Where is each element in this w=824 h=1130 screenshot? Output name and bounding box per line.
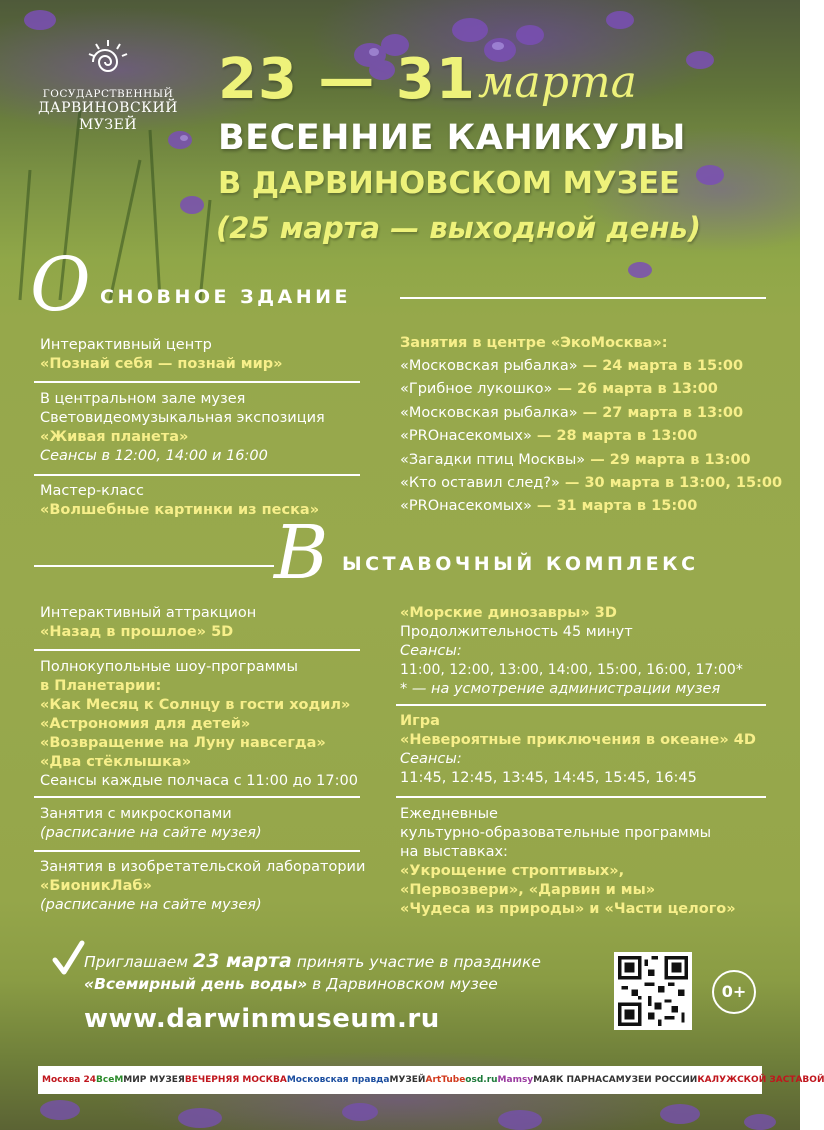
invite-part: Приглашаем: [84, 953, 193, 971]
invite-part: принять участие в празднике: [291, 953, 541, 971]
logo-line1: ГОСУДАРСТВЕННЫЙ: [42, 88, 174, 100]
main-right-column: [400, 334, 782, 521]
exh-left-block1: [40, 604, 256, 642]
text-line: Занятия в изобретательской лаборатории: [40, 859, 366, 875]
text-line: Полнокупольные шоу-программы: [40, 659, 298, 675]
text-line: «Первозвери», «Дарвин и мы»: [400, 882, 656, 898]
title-at-darwin-museum: В ДАРВИНОВСКОМ МУЗЕЕ: [218, 166, 680, 201]
exhibition-initial: В: [274, 510, 329, 596]
text-line: «Живая планета»: [40, 429, 189, 445]
ecomoscow-item-date: — 27 марта в 13:00: [577, 404, 744, 421]
main-building-heading: СНОВНОЕ ЗДАНИЕ: [100, 286, 352, 308]
ecomoscow-item: [400, 427, 782, 446]
partner-logo: МАЯК ПАРНАСА: [533, 1074, 616, 1085]
ecomoscow-item: [400, 404, 782, 423]
main-building-initial: О: [30, 242, 91, 328]
partner-logo: Mamsy: [497, 1074, 534, 1085]
exh-right-block3: [400, 805, 736, 919]
text-line: на выставках:: [400, 844, 508, 860]
text-line: * — на усмотрение администрации музея: [400, 681, 721, 697]
text-line: «Как Месяц к Солнцу в гости ходил»: [40, 697, 351, 713]
text-line: «Волшебные картинки из песка»: [40, 502, 320, 518]
main-left-block2: [40, 390, 325, 466]
partner-logo: МУЗЕЙ: [389, 1074, 426, 1085]
text-line: «Чудеса из природы» и «Части целого»: [400, 901, 736, 917]
invitation-text: [84, 950, 541, 995]
text-line: Световидеомузыкальная экспозиция: [40, 410, 325, 426]
ecomoscow-item-name: «PROнасекомых»: [400, 498, 532, 515]
exh-left-block4: [40, 858, 365, 915]
text-line: «Познай себя — познай мир»: [40, 356, 283, 372]
logo-line3: МУЗЕЙ: [78, 117, 138, 133]
text-line: «Возвращение на Луну навсегда»: [40, 735, 326, 751]
text-line: Сеансы в 12:00, 14:00 и 16:00: [40, 448, 268, 464]
partner-logo: ВЕЧЕРНЯЯ МОСКВА: [184, 1074, 287, 1085]
ecomoscow-item-date: — 31 марта в 15:00: [531, 498, 698, 515]
partner-logo: Москва 24: [42, 1074, 97, 1085]
exh-left-block2: [40, 658, 358, 791]
text-line: 11:00, 12:00, 13:00, 14:00, 15:00, 16:00, 17:00*: [400, 662, 743, 678]
block-divider: [34, 850, 360, 852]
text-line: культурно-образовательные программы: [400, 825, 712, 841]
ecomoscow-item-date: — 24 марта в 15:00: [577, 358, 744, 374]
exh-right-block2: [400, 712, 756, 788]
ecomoscow-item-name: «Загадки птиц Москвы»: [400, 451, 586, 468]
block-divider: [396, 704, 766, 706]
text-line: Игра: [400, 713, 440, 729]
title-spring-holidays: ВЕСЕННИЕ КАНИКУЛЫ: [218, 118, 686, 158]
ecomoscow-item-name: «Кто оставил след?»: [400, 474, 560, 491]
text-line: Сеансы:: [400, 751, 462, 767]
heading-divider: [400, 297, 766, 299]
block-divider: [34, 649, 360, 651]
block-divider: [34, 796, 360, 798]
text-line: в Планетарии:: [40, 678, 162, 694]
text-line: (расписание на сайте музея): [40, 897, 262, 913]
text-line: «Два стёклышка»: [40, 754, 192, 770]
event-month: марта: [478, 57, 637, 108]
ecomoscow-item: [400, 451, 782, 470]
spiral-shell-icon: [86, 38, 130, 84]
ecomoscow-item-date: — 29 марта в 13:00: [585, 451, 751, 468]
text-line: «Невероятные приключения в океане» 4D: [400, 732, 756, 748]
exh-left-block3: [40, 805, 262, 843]
ecomoscow-item-date: — 30 марта в 13:00, 15:00: [559, 474, 783, 491]
qr-code-icon[interactable]: [614, 952, 692, 1030]
checkmark-icon: [52, 940, 84, 976]
text-line: «БионикЛаб»: [40, 878, 152, 894]
ecomoscow-heading: Занятия в центре «ЭкоМосква»:: [400, 335, 668, 351]
block-divider: [396, 796, 766, 798]
exh-right-block1: [400, 604, 743, 699]
ecomoscow-item-name: «PROнасекомых»: [400, 428, 532, 445]
text-line: Сеансы каждые полчаса с 11:00 до 17:00: [40, 773, 358, 789]
ecomoscow-item: [400, 497, 782, 516]
text-line: «Назад в прошлое» 5D: [40, 624, 234, 640]
invite-part: в Дарвиновском музее: [307, 975, 498, 993]
title-day-off-note: (25 марта — выходной день): [216, 211, 702, 245]
ecomoscow-item: [400, 380, 782, 399]
partners-strip: [38, 1066, 824, 1094]
ecomoscow-item-name: «Грибное лукошко»: [400, 381, 553, 398]
exhibition-heading: ЫСТАВОЧНЫЙ КОМПЛЕКС: [342, 553, 699, 575]
age-rating-badge: 0+: [712, 970, 756, 1014]
website-link[interactable]: www.darwinmuseum.ru: [84, 1004, 440, 1034]
text-line: В центральном зале музея: [40, 391, 246, 407]
partner-logo: ArtTube: [425, 1074, 466, 1085]
partner-logo: МИР МУЗЕЯ: [123, 1074, 185, 1085]
ecomoscow-item-name: «Московская рыбалка»: [400, 358, 578, 374]
ecomoscow-item-name: «Московская рыбалка»: [400, 404, 578, 421]
text-line: (расписание на сайте музея): [40, 825, 262, 841]
invite-date: 23 марта: [192, 950, 292, 972]
text-line: Ежедневные: [400, 806, 498, 822]
text-line: Продолжительность 45 минут: [400, 624, 633, 640]
block-divider: [34, 381, 360, 383]
heading-divider: [34, 565, 274, 567]
partner-logo: ВсеМ: [96, 1074, 124, 1085]
text-line: «Морские динозавры» 3D: [400, 605, 617, 621]
partner-logo: Московская правда: [286, 1074, 390, 1085]
text-line: Интерактивный центр: [40, 337, 212, 353]
text-line: «Астрономия для детей»: [40, 716, 251, 732]
block-divider: [34, 474, 360, 476]
text-line: 11:45, 12:45, 13:45, 14:45, 15:45, 16:45: [400, 770, 697, 786]
text-line: Занятия с микроскопами: [40, 806, 232, 822]
text-line: Мастер-класс: [40, 483, 145, 499]
main-left-column: [40, 336, 283, 374]
invite-event: «Всемирный день воды»: [84, 975, 308, 993]
event-dates: 23 — 31: [218, 47, 476, 112]
ecomoscow-item-date: — 28 марта в 13:00: [531, 428, 698, 445]
text-line: «Укрощение строптивых»,: [400, 863, 625, 879]
partner-logo: osd.ru: [465, 1074, 498, 1085]
partner-logo: КАЛУЖСКОЙ ЗАСТАВОЙ: [697, 1074, 824, 1085]
text-line: Интерактивный аттракцион: [40, 605, 257, 621]
ecomoscow-item-date: — 26 марта в 13:00: [552, 381, 718, 398]
partner-logo: МУЗЕИ РОССИИ: [615, 1074, 698, 1085]
ecomoscow-item: [400, 474, 782, 493]
text-line: Сеансы:: [400, 643, 462, 659]
logo-line2: ДАРВИНОВСКИЙ: [38, 100, 178, 116]
ecomoscow-item: [400, 357, 782, 376]
museum-logo: [28, 38, 188, 134]
